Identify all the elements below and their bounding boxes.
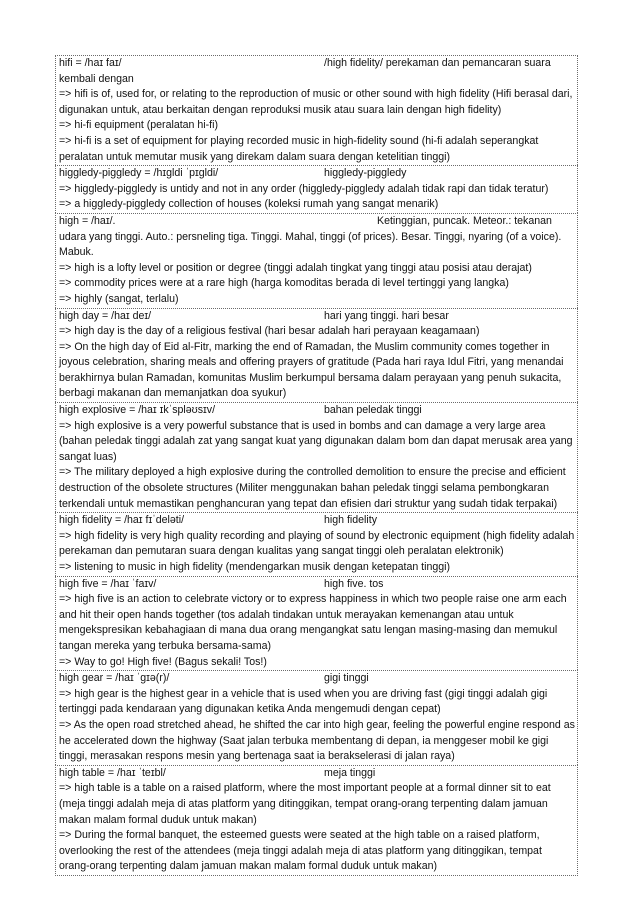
entry-headword: higgledy-piggledy = /hɪɡldi ˈpɪɡldi/ [59,167,219,180]
dictionary-entry [55,165,578,213]
entry-example-line: => high explosive is a very powerful substance that is used in bombs and can damage a very large area (bahan peledak tinggi adalah zat yang sangat kuat yang digunakan dalam bom dan dapat merusak area yang sangat luas) [59,419,573,463]
entry-example-line: => high five is an action to celebrate victory or to express happiness in which two people raise one arm each and hit their open hands together (tos adalah tindakan untuk merayakan kemenangan atau untuk mengekspresikan kebahagiaan di mana dua orang mengangkat satu lengan masing-masing dan memukul tangan mereka yang terbuka bersama-sama) [59,593,567,652]
entry-headword-line [59,403,575,419]
entry-example-line: => The military deployed a high explosive during the controlled demolition to ensure the precise and efficient destruction of the obsolete structures (Militer menggunakan bahan peledak tinggi selama pembongkaran terkendali untuk memastikan penghancuran yang tepat dan efisien dari struktur yang sudah tidak terpakai) [59,466,566,510]
entry-meaning: Ketinggian, puncak. Meteor.: tekanan udara yang tinggi. Auto.: persneling tiga. Tinggi. Mahal, tinggi (of prices). Besar. Tinggi, nyaring (of a voice). Mabuk. [59,214,562,259]
entry-headword: high fidelity = /haɪ fɪˈdeləti/ [59,514,185,527]
entry-headword: high day = /haɪ deɪ/ [59,309,152,322]
entry-meaning: gigi tinggi [324,672,369,685]
entry-meaning: meja tinggi [324,766,376,779]
entry-headword-line [59,56,575,87]
entry-headword-line [59,166,575,182]
dictionary-entry [55,670,578,765]
dictionary-entry [55,512,578,575]
entry-meaning: /high fidelity/ perekaman dan pemancaran suara kembali dengan [59,57,551,85]
entry-example-line: => high table is a table on a raised platform, where the most important people at a formal dinner sit to eat (meja tinggi adalah meja di atas platform yang ditinggikan, tempat orang-orang terpenting dalam jamuan makan malam formal duduk untuk makan) [59,782,551,826]
dictionary-entry [55,308,578,403]
entry-example-line: => hi-fi is a set of equipment for playing recorded music in high-fidelity sound (hi-fi adalah seperangkat peralatan untuk memutar musik yang direkam dalam suara dengan ketelitian tinggi) [59,134,539,163]
dictionary-entry [55,402,578,512]
dictionary-entry [55,576,578,671]
entry-headword-line [59,513,575,529]
entry-meaning: higgledy-piggledy [324,167,407,180]
entry-example-line: => high is a lofty level or position or degree (tinggi adalah tingkat yang tinggi atau posisi atau derajat) [59,261,532,274]
entry-headword: high explosive = /haɪ ɪkˈspləʊsɪv/ [59,404,216,417]
entry-example-line: => a higgledy-piggledy collection of houses (koleksi rumah yang sangat menarik) [59,198,439,211]
entry-headword: high gear = /haɪ ˈɡɪə(r)/ [59,672,170,685]
entry-example-line: => high day is the day of a religious festival (hari besar adalah hari perayaan keagamaan) [59,325,480,338]
entry-example-line: => hi-fi equipment (peralatan hi-fi) [59,119,218,132]
entry-example-line: => On the high day of Eid al-Fitr, marking the end of Ramadan, the Muslim community comes together in joyous celebration, sharing meals and offering prayers of gratitude (Pada hari raya Idul Fitri, yang menandai berakhirnya bulan Ramadan, komunitas Muslim berkumpul bersama dalam perayaan yang penuh sukacita, berbagi makanan dan memanjatkan doa syukur) [59,340,564,400]
entry-headword-line [59,309,575,325]
entry-example-line: => As the open road stretched ahead, he shifted the car into high gear, feeling the powerful engine respond as he accelerated down the highway (Saat jalan terbuka membentang di depan, ia menggeser mobil ke gigi tinggi, merasakan respons mesin yang bertenaga saat ia berakselerasi di jalan raya) [59,718,575,763]
entry-headword: high = /haɪ/. [59,214,116,227]
entry-example-line: => highly (sangat, terlalu) [59,292,179,305]
entry-headword: high five = /haɪ ˈfaɪv/ [59,577,157,590]
entry-headword: hifi = /haɪ faɪ/ [59,57,122,69]
dictionary-page [55,55,578,876]
entry-headword-line [59,766,575,782]
entry-headword-line [59,214,575,261]
entry-meaning: high fidelity [324,514,377,527]
entry-meaning: bahan peledak tinggi [324,404,422,417]
dictionary-entry [55,213,578,308]
entry-meaning: hari yang tinggi. hari besar [324,309,449,322]
entry-example-line: => higgledy-piggledy is untidy and not in any order (higgledy-piggledy adalah tidak rapi dan tidak teratur) [59,182,549,195]
entry-example-line: => commodity prices were at a rare high (harga komoditas berada di level tertinggi yang langka) [59,277,509,290]
entry-example-line: => high gear is the highest gear in a vehicle that is used when you are driving fast (gigi tinggi adalah gigi tertinggi pada kendaraan yang digunakan ketika Anda mengemudi dengan cepat) [59,687,548,716]
entry-meaning: high five. tos [324,577,384,590]
entry-example-line: => During the formal banquet, the esteemed guests were seated at the high table on a raised platform, overlooking the rest of the attendees (meja tinggi adalah meja di atas platform yang ditinggikan, tempat orang-orang terpenting dalam jamuan makan malam formal duduk untuk makan) [59,829,542,873]
entry-headword-line [59,671,575,687]
dictionary-entry [55,55,578,165]
entry-headword-line [59,577,575,593]
dictionary-entry [55,765,578,876]
entry-example-line: => listening to music in high fidelity (mendengarkan musik dengan ketepatan tinggi) [59,561,451,573]
entry-example-line: => Way to go! High five! (Bagus sekali! Tos!) [59,655,267,668]
entry-example-line: => hifi is of, used for, or relating to the reproduction of music or other sound with high fidelity (Hifi berasal dari, digunakan untuk, atau berkaitan dengan reproduksi musik atau suara lain dengan high fidelity) [59,88,573,116]
entry-headword: high table = /haɪ ˈteɪbl/ [59,766,166,779]
entry-example-line: => high fidelity is very high quality recording and playing of sound by electronic equipment (high fidelity adalah perekaman dan pemutaran suara dengan kualitas yang sangat tinggi oleh peralatan elektronik) [59,529,575,558]
